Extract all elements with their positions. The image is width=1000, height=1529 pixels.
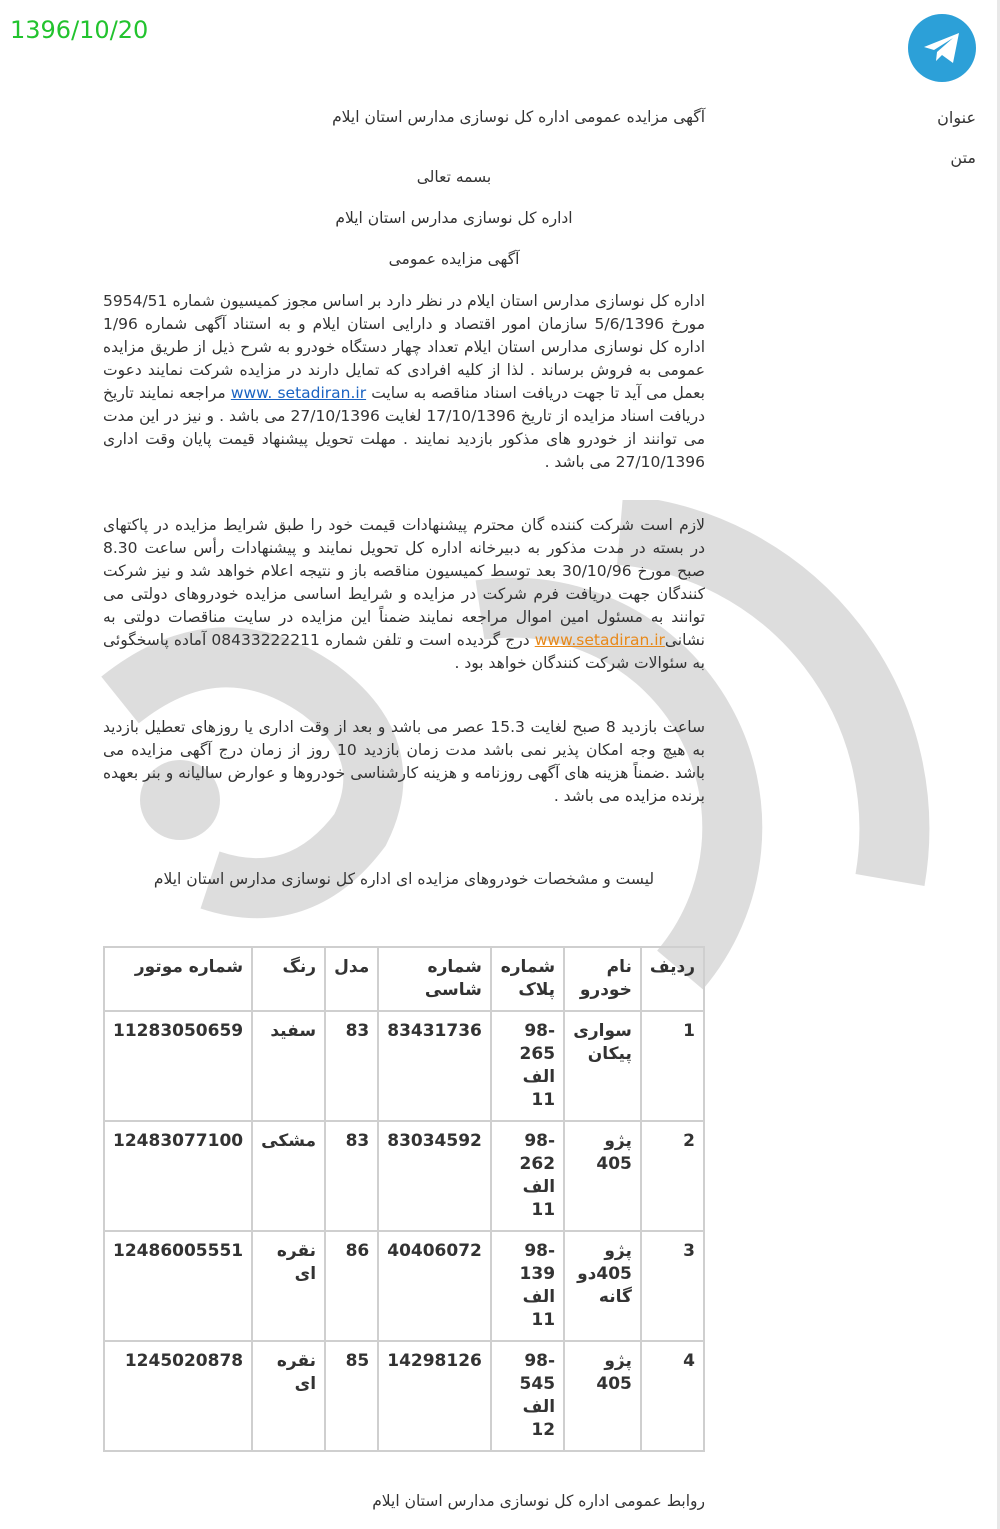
cell-vehicle-name: پژو 405: [564, 1121, 641, 1231]
paragraph-2-text-a: لازم است شرکت کننده گان محترم پیشنهادات قیمت خود را طبق شرایط مزایده در پاکتهای در بسته در مدت مذکور به دبیرخانه اداره کل تحویل نمایند و پیشنهادات رأس ساعت 8.30 صبح مورخ 30/10/96 بعد توسط کمیسیون مناقصه باز و نتیجه اعلام خواهد شد و نیز شرکت کنندگان جهت دریافت فرم شرکت در مزایده و شرایط اساسی مزایده خودروهای دولتی می توانند به مسئول امین اموال مراجعه نمایند ضمناً این مزایده در سایت مناقصات دولتی به نشانی: [103, 516, 706, 649]
cell-chassis-number: 83034592: [378, 1121, 491, 1231]
paragraph-1-text-a: اداره کل نوسازی مدارس استان ایلام در نظر دارد بر اساس مجوز کمیسیون شماره 5954/51 مورخ 5/6/1396 سازمان امور اقتصاد و دارایی استان ایلام و به استناد آگهی شماره 1/96 اداره کل نوسازی مدارس استان ایلام تعداد چهار دستگاه خودرو به شرح ذیل از طریق مزایده عمومی به فروش برساند . لذا از کلیه افرادی که تمایل دارند در مزایده شرکت نمایند دعوت بعمل می آید تا جهت دریافت اسناد مناقصه به سایت: [103, 292, 705, 402]
setadiran-link-2[interactable]: www.setadiran.ir: [534, 631, 665, 649]
header-model: مدل: [325, 947, 378, 1011]
cell-vehicle-name: پژو 405: [564, 1341, 641, 1451]
cell-plate-number: 98-262 الف 11: [491, 1121, 564, 1231]
header-engine-number: شماره موتور: [104, 947, 252, 1011]
cell-color: سفید: [252, 1011, 325, 1121]
article-title: آگهی مزایده عمومی اداره کل نوسازی مدارس استان ایلام: [332, 108, 705, 126]
cell-row-number: 1: [641, 1011, 704, 1121]
basmala: بسمه تعالی: [416, 168, 492, 186]
cell-engine-number: 12486005551: [104, 1231, 252, 1341]
organization-name: اداره کل نوسازی مدارس استان ایلام: [335, 209, 573, 227]
table-caption: لیست و مشخصات خودروهای مزایده ای اداره کل نوسازی مدارس استان ایلام: [153, 870, 655, 888]
cell-model: 83: [325, 1011, 378, 1121]
header-plate-number: شماره پلاک: [491, 947, 564, 1011]
cell-vehicle-name: سواری پیکان: [564, 1011, 641, 1121]
cell-chassis-number: 40406072: [378, 1231, 491, 1341]
cell-model: 83: [325, 1121, 378, 1231]
table-row: [104, 1121, 704, 1231]
header-row-number: ردیف: [641, 947, 704, 1011]
cell-color: نقره ای: [252, 1341, 325, 1451]
paragraph-2: [103, 514, 705, 675]
cell-row-number: 2: [641, 1121, 704, 1231]
cell-chassis-number: 14298126: [378, 1341, 491, 1451]
table-row: [104, 1231, 704, 1341]
paper-plane-icon: [922, 30, 962, 66]
cell-plate-number: 98-545 الف 12: [491, 1341, 564, 1451]
cell-engine-number: 11283050659: [104, 1011, 252, 1121]
header-vehicle-name: نام خودرو: [564, 947, 641, 1011]
table-row: [104, 1341, 704, 1451]
side-label-text: متن: [950, 148, 976, 167]
cell-row-number: 4: [641, 1341, 704, 1451]
paragraph-1: [103, 290, 705, 474]
footer-signature: روابط عمومی اداره کل نوسازی مدارس استان ایلام: [372, 1492, 705, 1510]
notice-heading: آگهی مزایده عمومی: [388, 250, 520, 268]
paragraph-2-text-b: درج گردیده است و تلفن شماره 08433222211 آماده پاسخگوئی به سئوالات شرکت کنندگان خواهد بود .: [103, 631, 705, 672]
table-row: [104, 1011, 704, 1121]
post-date: 1396/10/20: [10, 16, 149, 44]
paragraph-3: ساعت بازدید 8 صبح لغایت 15.3 عصر می باشد و بعد از وقت اداری یا روزهای تعطیل بازدید به هیچ وجه امکان پذیر نمی باشد مدت زمان بازدید 10 روز از زمان درج آگهی مزایده می باشد .ضمناً هزینه های آگهی روزنامه و هزینه کارشناسی خودروها و عوارض سالیانه و بنر بعهده برنده مزایده می باشد .: [103, 718, 705, 805]
paragraph-1-text-b: مراجعه نمایند تاریخ دریافت اسناد مزایده از تاریخ 17/10/1396 لغایت 27/10/1396 می باشد . و نیز در این مدت می توانند از خودرو های مذکور بازدید نمایند . مهلت تحویل پیشنهاد قیمت پایان وقت اداری 27/10/1396 می باشد .: [103, 384, 705, 471]
cell-color: نقره ای: [252, 1231, 325, 1341]
cell-chassis-number: 83431736: [378, 1011, 491, 1121]
telegram-button[interactable]: [908, 14, 976, 82]
side-label-title: عنوان: [937, 108, 976, 127]
cell-row-number: 3: [641, 1231, 704, 1341]
cell-plate-number: 98-265 الف 11: [491, 1011, 564, 1121]
cell-model: 85: [325, 1341, 378, 1451]
header-color: رنگ: [252, 947, 325, 1011]
cell-engine-number: 12483077100: [104, 1121, 252, 1231]
cell-color: مشکی: [252, 1121, 325, 1231]
setadiran-link-1[interactable]: www. setadiran.ir: [230, 384, 367, 402]
table-header-row: [104, 947, 704, 1011]
vehicle-table: [103, 946, 705, 1452]
cell-model: 86: [325, 1231, 378, 1341]
header-chassis-number: شماره شاسی: [378, 947, 491, 1011]
cell-plate-number: 98-139 الف 11: [491, 1231, 564, 1341]
cell-vehicle-name: پژو 405دو گانه: [564, 1231, 641, 1341]
cell-engine-number: 1245020878: [104, 1341, 252, 1451]
